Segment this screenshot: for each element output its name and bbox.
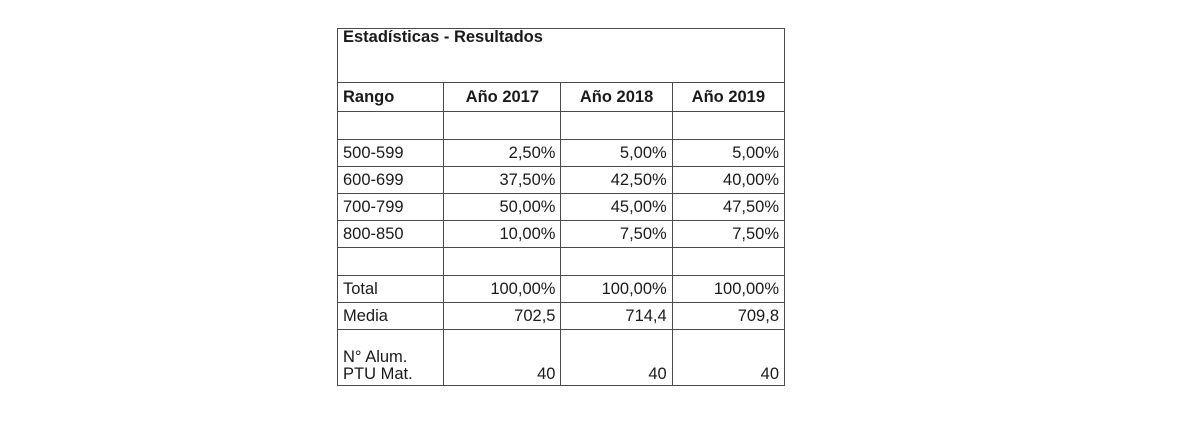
total-row — [338, 276, 785, 303]
total-2019: 100,00% — [672, 276, 784, 303]
value-2018: 7,50% — [561, 221, 672, 248]
value-2017: 2,50% — [444, 140, 561, 167]
table-row — [338, 194, 785, 221]
table-title: Estadísticas - Resultados — [338, 29, 785, 83]
value-2019: 5,00% — [672, 140, 784, 167]
empty-cell — [561, 248, 672, 276]
header-2018: Año 2018 — [561, 83, 672, 112]
title-row — [338, 29, 785, 83]
table-row — [338, 140, 785, 167]
value-2018: 5,00% — [561, 140, 672, 167]
table-row — [338, 167, 785, 194]
table-row — [338, 221, 785, 248]
media-2018: 714,4 — [561, 303, 672, 330]
total-label: Total — [338, 276, 444, 303]
header-2017: Año 2017 — [444, 83, 561, 112]
students-2018: 40 — [561, 330, 672, 386]
media-2017: 702,5 — [444, 303, 561, 330]
header-row — [338, 83, 785, 112]
empty-cell — [338, 112, 444, 140]
media-label: Media — [338, 303, 444, 330]
students-2019: 40 — [672, 330, 784, 386]
header-rango: Rango — [338, 83, 444, 112]
empty-cell — [444, 112, 561, 140]
value-2017: 50,00% — [444, 194, 561, 221]
total-2018: 100,00% — [561, 276, 672, 303]
value-2019: 47,50% — [672, 194, 784, 221]
students-label-line1: N° Alum. — [343, 348, 408, 366]
media-2019: 709,8 — [672, 303, 784, 330]
range-label: 700-799 — [338, 194, 444, 221]
empty-cell — [338, 248, 444, 276]
students-label-line2: PTU Mat. — [343, 364, 413, 383]
value-2019: 40,00% — [672, 167, 784, 194]
value-2018: 45,00% — [561, 194, 672, 221]
range-label: 800-850 — [338, 221, 444, 248]
value-2017: 37,50% — [444, 167, 561, 194]
value-2019: 7,50% — [672, 221, 784, 248]
value-2017: 10,00% — [444, 221, 561, 248]
empty-cell — [672, 112, 784, 140]
statistics-sheet — [337, 28, 785, 386]
empty-cell — [444, 248, 561, 276]
students-2017: 40 — [444, 330, 561, 386]
students-row — [338, 330, 785, 386]
total-2017: 100,00% — [444, 276, 561, 303]
empty-cell — [672, 248, 784, 276]
blank-row — [338, 112, 785, 140]
range-label: 600-699 — [338, 167, 444, 194]
header-2019: Año 2019 — [672, 83, 784, 112]
value-2018: 42,50% — [561, 167, 672, 194]
students-label — [338, 330, 444, 386]
media-row — [338, 303, 785, 330]
results-table — [337, 28, 785, 386]
blank-row — [338, 248, 785, 276]
range-label: 500-599 — [338, 140, 444, 167]
empty-cell — [561, 112, 672, 140]
